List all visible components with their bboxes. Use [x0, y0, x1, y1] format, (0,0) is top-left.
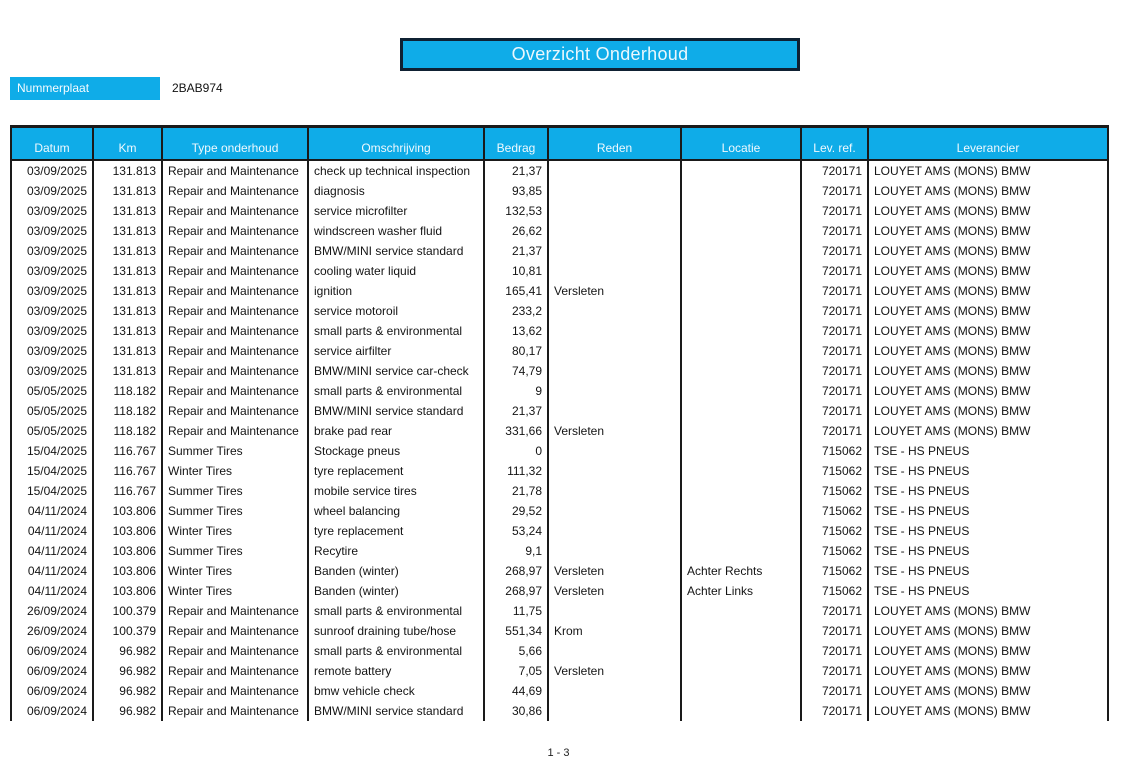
cell-reden: [548, 160, 681, 181]
cell-datum: 03/09/2025: [11, 201, 93, 221]
cell-bedrag: 26,62: [484, 221, 548, 241]
cell-levref: 720171: [801, 701, 868, 721]
cell-levref: 720171: [801, 681, 868, 701]
cell-reden: Versleten: [548, 581, 681, 601]
cell-bedrag: 74,79: [484, 361, 548, 381]
cell-type: Repair and Maintenance: [162, 601, 308, 621]
table-row: [11, 521, 1108, 541]
cell-locatie: [681, 301, 801, 321]
cell-datum: 06/09/2024: [11, 701, 93, 721]
cell-levref: 720171: [801, 301, 868, 321]
cell-omschrijving: check up technical inspection: [308, 160, 484, 181]
cell-locatie: [681, 421, 801, 441]
cell-type: Summer Tires: [162, 541, 308, 561]
cell-locatie: [681, 401, 801, 421]
table-row: [11, 481, 1108, 501]
cell-reden: Versleten: [548, 281, 681, 301]
cell-leverancier: LOUYET AMS (MONS) BMW: [868, 361, 1108, 381]
cell-reden: Versleten: [548, 661, 681, 681]
cell-leverancier: LOUYET AMS (MONS) BMW: [868, 160, 1108, 181]
table-header-row: [11, 127, 1108, 160]
cell-km: 96.982: [93, 681, 162, 701]
cell-leverancier: TSE - HS PNEUS: [868, 501, 1108, 521]
cell-bedrag: 80,17: [484, 341, 548, 361]
cell-bedrag: 30,86: [484, 701, 548, 721]
cell-km: 116.767: [93, 441, 162, 461]
cell-locatie: [681, 641, 801, 661]
table-body: [11, 160, 1108, 721]
cell-omschrijving: service microfilter: [308, 201, 484, 221]
cell-datum: 03/09/2025: [11, 281, 93, 301]
table-row: [11, 601, 1108, 621]
cell-omschrijving: mobile service tires: [308, 481, 484, 501]
cell-type: Repair and Maintenance: [162, 201, 308, 221]
cell-bedrag: 29,52: [484, 501, 548, 521]
cell-bedrag: 9,1: [484, 541, 548, 561]
cell-levref: 720171: [801, 201, 868, 221]
cell-leverancier: TSE - HS PNEUS: [868, 561, 1108, 581]
cell-locatie: [681, 241, 801, 261]
cell-leverancier: TSE - HS PNEUS: [868, 521, 1108, 541]
cell-levref: 720171: [801, 261, 868, 281]
cell-km: 118.182: [93, 421, 162, 441]
cell-leverancier: LOUYET AMS (MONS) BMW: [868, 321, 1108, 341]
cell-leverancier: LOUYET AMS (MONS) BMW: [868, 401, 1108, 421]
cell-km: 100.379: [93, 601, 162, 621]
column-header-bedrag: Bedrag: [484, 127, 548, 160]
cell-bedrag: 111,32: [484, 461, 548, 481]
column-header-levref: Lev. ref.: [801, 127, 868, 160]
cell-omschrijving: small parts & environmental: [308, 601, 484, 621]
cell-leverancier: LOUYET AMS (MONS) BMW: [868, 641, 1108, 661]
cell-levref: 720171: [801, 361, 868, 381]
table-row: [11, 401, 1108, 421]
cell-locatie: [681, 441, 801, 461]
cell-type: Repair and Maintenance: [162, 241, 308, 261]
cell-bedrag: 21,78: [484, 481, 548, 501]
cell-omschrijving: Banden (winter): [308, 561, 484, 581]
cell-km: 116.767: [93, 481, 162, 501]
cell-levref: 715062: [801, 581, 868, 601]
cell-reden: [548, 641, 681, 661]
cell-locatie: [681, 201, 801, 221]
column-header-reden: Reden: [548, 127, 681, 160]
cell-type: Repair and Maintenance: [162, 341, 308, 361]
cell-datum: 04/11/2024: [11, 561, 93, 581]
cell-omschrijving: BMW/MINI service standard: [308, 241, 484, 261]
cell-reden: Krom: [548, 621, 681, 641]
cell-locatie: [681, 481, 801, 501]
table-row: [11, 221, 1108, 241]
cell-omschrijving: service airfilter: [308, 341, 484, 361]
cell-locatie: [681, 661, 801, 681]
cell-km: 103.806: [93, 561, 162, 581]
cell-type: Repair and Maintenance: [162, 221, 308, 241]
cell-omschrijving: BMW/MINI service standard: [308, 701, 484, 721]
cell-reden: [548, 481, 681, 501]
table-row: [11, 541, 1108, 561]
cell-levref: 720171: [801, 641, 868, 661]
cell-reden: [548, 381, 681, 401]
table-row: [11, 321, 1108, 341]
cell-km: 96.982: [93, 641, 162, 661]
cell-bedrag: 9: [484, 381, 548, 401]
cell-levref: 715062: [801, 541, 868, 561]
cell-bedrag: 268,97: [484, 561, 548, 581]
cell-locatie: [681, 261, 801, 281]
cell-reden: [548, 441, 681, 461]
cell-km: 103.806: [93, 501, 162, 521]
cell-leverancier: TSE - HS PNEUS: [868, 541, 1108, 561]
cell-levref: 720171: [801, 621, 868, 641]
cell-locatie: [681, 281, 801, 301]
page-indicator: 1 - 3: [547, 747, 570, 759]
cell-omschrijving: small parts & environmental: [308, 641, 484, 661]
cell-type: Summer Tires: [162, 501, 308, 521]
cell-km: 131.813: [93, 160, 162, 181]
column-header-leverancier: Leverancier: [868, 127, 1108, 160]
cell-omschrijving: wheel balancing: [308, 501, 484, 521]
cell-bedrag: 331,66: [484, 421, 548, 441]
column-header-type: Type onderhoud: [162, 127, 308, 160]
cell-omschrijving: tyre replacement: [308, 521, 484, 541]
cell-locatie: [681, 321, 801, 341]
cell-bedrag: 21,37: [484, 401, 548, 421]
cell-km: 131.813: [93, 241, 162, 261]
cell-levref: 715062: [801, 481, 868, 501]
cell-datum: 03/09/2025: [11, 361, 93, 381]
cell-km: 118.182: [93, 381, 162, 401]
cell-bedrag: 551,34: [484, 621, 548, 641]
table-row: [11, 381, 1108, 401]
cell-datum: 06/09/2024: [11, 681, 93, 701]
cell-locatie: [681, 181, 801, 201]
cell-type: Repair and Maintenance: [162, 701, 308, 721]
cell-locatie: [681, 381, 801, 401]
cell-type: Winter Tires: [162, 581, 308, 601]
cell-type: Repair and Maintenance: [162, 261, 308, 281]
cell-omschrijving: Banden (winter): [308, 581, 484, 601]
cell-km: 116.767: [93, 461, 162, 481]
table-row: [11, 201, 1108, 221]
cell-reden: [548, 701, 681, 721]
cell-datum: 03/09/2025: [11, 301, 93, 321]
cell-km: 131.813: [93, 301, 162, 321]
cell-omschrijving: ignition: [308, 281, 484, 301]
cell-reden: [548, 321, 681, 341]
cell-leverancier: LOUYET AMS (MONS) BMW: [868, 661, 1108, 681]
cell-bedrag: 233,2: [484, 301, 548, 321]
cell-levref: 720171: [801, 381, 868, 401]
cell-omschrijving: Recytire: [308, 541, 484, 561]
cell-levref: 720171: [801, 341, 868, 361]
cell-omschrijving: small parts & environmental: [308, 381, 484, 401]
column-header-locatie: Locatie: [681, 127, 801, 160]
cell-reden: [548, 401, 681, 421]
cell-bedrag: 13,62: [484, 321, 548, 341]
page-title: Overzicht Onderhoud: [400, 38, 800, 71]
cell-type: Winter Tires: [162, 521, 308, 541]
cell-datum: 26/09/2024: [11, 601, 93, 621]
cell-reden: [548, 501, 681, 521]
cell-bedrag: 165,41: [484, 281, 548, 301]
cell-locatie: [681, 501, 801, 521]
maintenance-table: [10, 125, 1109, 721]
cell-type: Summer Tires: [162, 441, 308, 461]
table-row: [11, 681, 1108, 701]
cell-datum: 06/09/2024: [11, 641, 93, 661]
cell-omschrijving: BMW/MINI service car-check: [308, 361, 484, 381]
cell-datum: 05/05/2025: [11, 421, 93, 441]
table-row: [11, 441, 1108, 461]
cell-omschrijving: BMW/MINI service standard: [308, 401, 484, 421]
cell-omschrijving: remote battery: [308, 661, 484, 681]
table-row: [11, 281, 1108, 301]
cell-datum: 03/09/2025: [11, 241, 93, 261]
cell-locatie: [681, 521, 801, 541]
table-row: [11, 621, 1108, 641]
cell-locatie: Achter Rechts: [681, 561, 801, 581]
cell-omschrijving: sunroof draining tube/hose: [308, 621, 484, 641]
cell-datum: 15/04/2025: [11, 481, 93, 501]
cell-datum: 26/09/2024: [11, 621, 93, 641]
cell-km: 131.813: [93, 281, 162, 301]
cell-omschrijving: diagnosis: [308, 181, 484, 201]
cell-type: Repair and Maintenance: [162, 361, 308, 381]
table-row: [11, 641, 1108, 661]
cell-leverancier: LOUYET AMS (MONS) BMW: [868, 701, 1108, 721]
cell-locatie: [681, 701, 801, 721]
cell-type: Repair and Maintenance: [162, 181, 308, 201]
cell-datum: 15/04/2025: [11, 461, 93, 481]
cell-type: Repair and Maintenance: [162, 621, 308, 641]
column-header-km: Km: [93, 127, 162, 160]
cell-levref: 720171: [801, 401, 868, 421]
table-row: [11, 661, 1108, 681]
cell-locatie: [681, 361, 801, 381]
cell-leverancier: LOUYET AMS (MONS) BMW: [868, 281, 1108, 301]
cell-levref: 720171: [801, 160, 868, 181]
table-row: [11, 341, 1108, 361]
cell-type: Repair and Maintenance: [162, 281, 308, 301]
table-row: [11, 261, 1108, 281]
cell-datum: 06/09/2024: [11, 661, 93, 681]
cell-datum: 04/11/2024: [11, 541, 93, 561]
cell-datum: 04/11/2024: [11, 501, 93, 521]
table-row: [11, 160, 1108, 181]
cell-leverancier: LOUYET AMS (MONS) BMW: [868, 681, 1108, 701]
table-row: [11, 301, 1108, 321]
cell-reden: [548, 461, 681, 481]
cell-reden: [548, 601, 681, 621]
cell-leverancier: TSE - HS PNEUS: [868, 581, 1108, 601]
cell-datum: 03/09/2025: [11, 181, 93, 201]
cell-bedrag: 268,97: [484, 581, 548, 601]
cell-reden: Versleten: [548, 421, 681, 441]
cell-leverancier: LOUYET AMS (MONS) BMW: [868, 341, 1108, 361]
cell-omschrijving: service motoroil: [308, 301, 484, 321]
cell-leverancier: LOUYET AMS (MONS) BMW: [868, 421, 1108, 441]
cell-km: 131.813: [93, 181, 162, 201]
table-row: [11, 421, 1108, 441]
cell-reden: [548, 201, 681, 221]
cell-bedrag: 21,37: [484, 241, 548, 261]
cell-locatie: [681, 621, 801, 641]
cell-km: 131.813: [93, 261, 162, 281]
cell-levref: 720171: [801, 281, 868, 301]
cell-levref: 720171: [801, 221, 868, 241]
cell-omschrijving: tyre replacement: [308, 461, 484, 481]
cell-levref: 720171: [801, 181, 868, 201]
cell-type: Summer Tires: [162, 481, 308, 501]
cell-reden: [548, 221, 681, 241]
table-row: [11, 181, 1108, 201]
cell-omschrijving: Stockage pneus: [308, 441, 484, 461]
license-plate-filter-label[interactable]: Nummerplaat: [10, 77, 160, 100]
cell-km: 131.813: [93, 201, 162, 221]
cell-datum: 15/04/2025: [11, 441, 93, 461]
cell-type: Repair and Maintenance: [162, 301, 308, 321]
cell-reden: [548, 261, 681, 281]
cell-km: 96.982: [93, 701, 162, 721]
cell-datum: 05/05/2025: [11, 401, 93, 421]
cell-datum: 03/09/2025: [11, 160, 93, 181]
cell-reden: [548, 521, 681, 541]
cell-locatie: [681, 681, 801, 701]
cell-datum: 04/11/2024: [11, 581, 93, 601]
cell-datum: 04/11/2024: [11, 521, 93, 541]
cell-km: 96.982: [93, 661, 162, 681]
cell-datum: 03/09/2025: [11, 261, 93, 281]
cell-km: 131.813: [93, 221, 162, 241]
cell-leverancier: TSE - HS PNEUS: [868, 481, 1108, 501]
table-row: [11, 701, 1108, 721]
cell-locatie: [681, 221, 801, 241]
cell-levref: 720171: [801, 241, 868, 261]
cell-leverancier: LOUYET AMS (MONS) BMW: [868, 301, 1108, 321]
cell-km: 103.806: [93, 581, 162, 601]
cell-levref: 720171: [801, 601, 868, 621]
cell-omschrijving: bmw vehicle check: [308, 681, 484, 701]
cell-km: 118.182: [93, 401, 162, 421]
cell-levref: 715062: [801, 521, 868, 541]
cell-km: 100.379: [93, 621, 162, 641]
cell-locatie: [681, 461, 801, 481]
cell-datum: 03/09/2025: [11, 321, 93, 341]
cell-leverancier: LOUYET AMS (MONS) BMW: [868, 221, 1108, 241]
table-row: [11, 461, 1108, 481]
cell-bedrag: 10,81: [484, 261, 548, 281]
cell-type: Repair and Maintenance: [162, 321, 308, 341]
cell-reden: [548, 301, 681, 321]
cell-bedrag: 5,66: [484, 641, 548, 661]
cell-km: 131.813: [93, 341, 162, 361]
cell-reden: [548, 341, 681, 361]
cell-leverancier: LOUYET AMS (MONS) BMW: [868, 241, 1108, 261]
cell-omschrijving: brake pad rear: [308, 421, 484, 441]
cell-levref: 720171: [801, 661, 868, 681]
cell-bedrag: 7,05: [484, 661, 548, 681]
table-row: [11, 361, 1108, 381]
cell-km: 103.806: [93, 521, 162, 541]
cell-leverancier: TSE - HS PNEUS: [868, 441, 1108, 461]
cell-levref: 715062: [801, 561, 868, 581]
cell-omschrijving: cooling water liquid: [308, 261, 484, 281]
cell-leverancier: LOUYET AMS (MONS) BMW: [868, 621, 1108, 641]
cell-km: 131.813: [93, 321, 162, 341]
cell-type: Repair and Maintenance: [162, 401, 308, 421]
maintenance-table-container: [10, 125, 1109, 721]
cell-type: Winter Tires: [162, 461, 308, 481]
cell-type: Winter Tires: [162, 561, 308, 581]
cell-omschrijving: windscreen washer fluid: [308, 221, 484, 241]
cell-leverancier: TSE - HS PNEUS: [868, 461, 1108, 481]
table-row: [11, 561, 1108, 581]
cell-reden: [548, 361, 681, 381]
cell-km: 103.806: [93, 541, 162, 561]
table-row: [11, 501, 1108, 521]
cell-reden: [548, 541, 681, 561]
cell-bedrag: 0: [484, 441, 548, 461]
cell-type: Repair and Maintenance: [162, 641, 308, 661]
cell-reden: [548, 241, 681, 261]
cell-leverancier: LOUYET AMS (MONS) BMW: [868, 601, 1108, 621]
cell-bedrag: 53,24: [484, 521, 548, 541]
cell-datum: 03/09/2025: [11, 341, 93, 361]
cell-bedrag: 44,69: [484, 681, 548, 701]
cell-bedrag: 21,37: [484, 160, 548, 181]
cell-levref: 715062: [801, 461, 868, 481]
cell-levref: 715062: [801, 501, 868, 521]
cell-leverancier: LOUYET AMS (MONS) BMW: [868, 261, 1108, 281]
table-row: [11, 581, 1108, 601]
cell-bedrag: 132,53: [484, 201, 548, 221]
cell-locatie: [681, 541, 801, 561]
column-header-datum: Datum: [11, 127, 93, 160]
cell-leverancier: LOUYET AMS (MONS) BMW: [868, 381, 1108, 401]
cell-type: Repair and Maintenance: [162, 421, 308, 441]
cell-datum: 03/09/2025: [11, 221, 93, 241]
cell-locatie: Achter Links: [681, 581, 801, 601]
cell-type: Repair and Maintenance: [162, 681, 308, 701]
cell-bedrag: 93,85: [484, 181, 548, 201]
cell-locatie: [681, 601, 801, 621]
cell-leverancier: LOUYET AMS (MONS) BMW: [868, 201, 1108, 221]
cell-levref: 715062: [801, 441, 868, 461]
license-plate-value: 2BAB974: [172, 81, 223, 95]
cell-locatie: [681, 160, 801, 181]
cell-leverancier: LOUYET AMS (MONS) BMW: [868, 181, 1108, 201]
cell-omschrijving: small parts & environmental: [308, 321, 484, 341]
cell-levref: 720171: [801, 321, 868, 341]
cell-reden: [548, 181, 681, 201]
cell-type: Repair and Maintenance: [162, 160, 308, 181]
cell-locatie: [681, 341, 801, 361]
table-row: [11, 241, 1108, 261]
cell-bedrag: 11,75: [484, 601, 548, 621]
column-header-omschrijving: Omschrijving: [308, 127, 484, 160]
cell-levref: 720171: [801, 421, 868, 441]
cell-reden: [548, 681, 681, 701]
cell-datum: 05/05/2025: [11, 381, 93, 401]
cell-km: 131.813: [93, 361, 162, 381]
cell-type: Repair and Maintenance: [162, 381, 308, 401]
cell-reden: Versleten: [548, 561, 681, 581]
cell-type: Repair and Maintenance: [162, 661, 308, 681]
